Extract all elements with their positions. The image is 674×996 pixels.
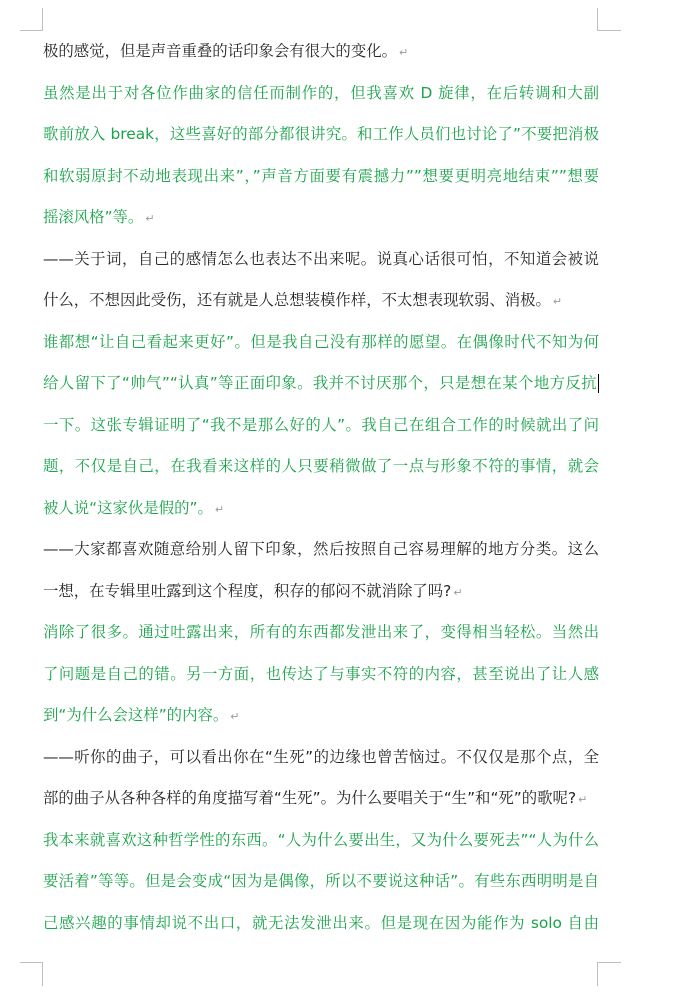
text-line [43, 31, 599, 73]
paragraph-mark-icon: ↵ [552, 295, 563, 308]
crop-mark-bottom-right-h [597, 962, 621, 963]
document-body[interactable] [43, 31, 599, 944]
text-cursor [598, 374, 599, 393]
line-text: 我本来就喜欢这种哲学性的东西。“人为什么要出生，又为什么要死去”“人为什么 [43, 830, 599, 849]
crop-mark-bottom-right-v [597, 962, 598, 986]
text-line [43, 820, 599, 862]
text-line [43, 322, 599, 364]
crop-mark-bottom-left-v [42, 962, 43, 986]
line-text: ——关于词，自己的感情怎么也表达不出来呢。说真心话很可怕，不知道会被说 [43, 249, 599, 268]
line-text: 谁都想“让自己看起来更好”。但是我自己没有那样的愿望。在偶像时代不知为何 [43, 332, 599, 351]
line-text: 什么，不想因此受伤，还有就是人总想装模作样，不太想表现软弱、消极。 [43, 291, 551, 309]
text-line [43, 903, 599, 945]
paragraph-mark-icon: ↵ [214, 502, 225, 516]
line-text: 给人留下了“帅气”“认真”等正面印象。我并不讨厌那个，只是想在某个地方反抗 [43, 374, 597, 392]
line-text: 歌前放入 break，这些喜好的部分都很讲究。和工作人员们也讨论了”不要把消极 [43, 125, 599, 143]
paragraph-mark-icon: ↵ [453, 585, 463, 599]
line-text: 被人说“这家伙是假的”。 [43, 498, 213, 517]
paragraph-mark-icon: ↵ [399, 46, 409, 59]
crop-mark-bottom-left-h [20, 962, 43, 963]
line-text: 己感兴趣的事情却说不出口，就无法发泄出来。但是现在因为能作为 solo 自由 [43, 913, 599, 932]
text-line [43, 529, 599, 571]
crop-mark-top-right-h [597, 30, 621, 31]
text-line [43, 114, 599, 156]
text-line [43, 612, 599, 654]
text-line [43, 73, 599, 115]
text-line [43, 446, 599, 488]
text-line [43, 239, 599, 281]
text-line [43, 571, 599, 613]
line-text: 题，不仅是自己，在我看来这样的人只要稍微做了一点与形象不符的事情，就会 [43, 457, 599, 475]
line-text: 要活着”等等。但是会变成“因为是偶像，所以不要说这种话”。有些东西明明是自 [43, 872, 599, 890]
line-text: 一想，在专辑里吐露到这个程度，积存的郁闷不就消除了吗? [43, 581, 452, 600]
text-line [43, 695, 599, 737]
crop-mark-top-right-v [597, 8, 598, 30]
crop-mark-top-left-h [20, 30, 43, 31]
crop-mark-top-left-v [42, 8, 43, 30]
text-line [43, 363, 599, 405]
text-line [43, 737, 599, 779]
text-line [43, 488, 599, 530]
paragraph-mark-icon: ↵ [230, 710, 240, 723]
text-line [43, 778, 599, 820]
line-text: 一下。这张专辑证明了“我不是那么好的人”。我自己在组合工作的时候就出了问 [43, 415, 599, 434]
line-text: ——听你的曲子，可以看出你在“生死”的边缘也曾苦恼过。不仅仅是那个点，全 [43, 747, 599, 766]
text-line [43, 405, 599, 447]
line-text: 和软弱原封不动地表现出来”，”声音方面要有震撼力””想要更明亮地结束””想要 [43, 166, 599, 185]
text-line [43, 861, 599, 903]
text-line [43, 654, 599, 696]
line-text: 部的曲子从各种各样的角度描写着“生死”。为什么要唱关于“生”和“死”的歌呢? [43, 789, 577, 807]
line-text: 虽然是出于对各位作曲家的信任而制作的，但我喜欢 D 旋律，在后转调和大副 [43, 83, 599, 102]
paragraph-mark-icon: ↵ [145, 212, 155, 225]
line-text: 到“为什么会这样”的内容。 [43, 706, 229, 724]
line-text: 了问题是自己的错。另一方面，也传达了与事实不符的内容，甚至说出了让人感 [43, 664, 599, 683]
line-text: 极的感觉，但是声音重叠的话印象会有很大的变化。 [43, 42, 397, 60]
text-line [43, 280, 599, 322]
line-text: 摇滚风格”等。 [43, 208, 144, 226]
text-line [43, 197, 599, 239]
line-text: ——大家都喜欢随意给别人留下印象，然后按照自己容易理解的地方分类。这么 [43, 540, 599, 558]
line-text: 消除了很多。通过吐露出来，所有的东西都发泄出来了，变得相当轻松。当然出 [43, 623, 599, 641]
paragraph-mark-icon: ↵ [578, 793, 588, 806]
text-line [43, 156, 599, 198]
